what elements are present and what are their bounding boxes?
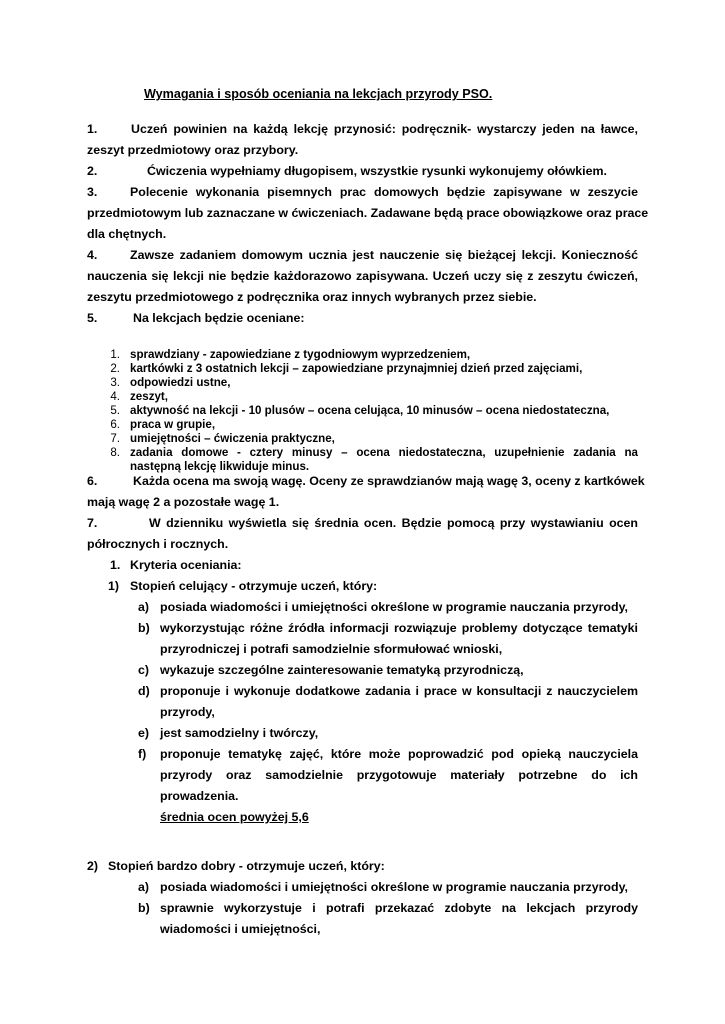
item-letter: b) (138, 901, 150, 915)
item-letter: b) (138, 621, 150, 635)
list-item: zadania domowe - cztery minusy – ocena niedostateczna, uzupełnienie zadania na (130, 446, 638, 459)
paragraph-number: 4. (87, 248, 98, 262)
paragraph-text: przedmiotowym lub zaznaczane w ćwiczeniach. Zadawane będą prace obowiązkowe oraz prace (87, 206, 649, 220)
list-item: aktywność na lekcji - 10 plusów – ocena celująca, 10 minusów – ocena niedostateczna, (130, 404, 610, 417)
list-number: 1. (110, 348, 120, 361)
section-heading: Kryteria oceniania: (130, 558, 242, 572)
criterion-text: wykazuje szczególne zainteresowanie tematyką przyrodniczą, (160, 663, 524, 677)
paragraph-text: dla chętnych. (87, 227, 167, 241)
criterion-text: przyrodniczej i potrafi samodzielnie sformułować wnioski, (160, 642, 503, 656)
criterion-text: przyrody oraz samodzielnie przygotowuje materiały potrzebne do ich (160, 768, 638, 782)
list-number: 6. (110, 418, 120, 431)
paragraph-text: zeszyt przedmiotowy oraz przybory. (87, 143, 299, 157)
paragraph-text: Na lekcjach będzie oceniane: (133, 311, 305, 325)
list-item: umiejętności – ćwiczenia praktyczne, (130, 432, 335, 445)
paragraph-number: 6. (87, 474, 98, 488)
paragraph-text: mają wagę 2 a pozostałe wagę 1. (87, 495, 280, 509)
list-number: 5. (110, 404, 120, 417)
criterion-text: wykorzystując różne źródła informacji rozwiązuje problemy dotyczące tematyki (160, 621, 638, 635)
criterion-text: jest samodzielny i twórczy, (160, 726, 319, 740)
list-item: odpowiedzi ustne, (130, 376, 231, 389)
item-letter: e) (138, 726, 150, 740)
item-letter: a) (138, 880, 150, 894)
paragraph-number: 3. (87, 185, 98, 199)
list-number: 4. (110, 390, 120, 403)
list-number: 7. (110, 432, 120, 445)
item-letter: f) (138, 747, 147, 761)
list-number: 8. (110, 446, 120, 459)
list-item: praca w grupie, (130, 418, 216, 431)
paragraph-text: Uczeń powinien na każdą lekcję przynosić: podręcznik- wystarczy jeden na ławce, (131, 122, 638, 136)
criterion-text: proponuje i wykonuje dodatkowe zadania i prace w konsultacji z nauczycielem (160, 684, 638, 698)
section-number: 1. (110, 558, 121, 572)
paragraph-text: Każda ocena ma swoją wagę. Oceny ze sprawdzianów mają wagę 3, oceny z kartkówek (133, 474, 645, 488)
item-letter: d) (138, 684, 150, 698)
criterion-text: proponuje tematykę zajęć, które może poprowadzić pod opieką nauczyciela (160, 747, 638, 761)
criterion-text: prowadzenia. (160, 789, 239, 803)
item-letter: c) (138, 663, 150, 677)
list-number: 2. (110, 362, 120, 375)
criterion-text: posiada wiadomości i umiejętności określone w programie nauczania przyrody, (160, 880, 628, 894)
list-item: sprawdziany - zapowiedziane z tygodniowym wyprzedzeniem, (130, 348, 471, 361)
paragraph-text: półrocznych i rocznych. (87, 537, 229, 551)
document-title: Wymagania i sposób oceniania na lekcjach przyrody PSO. (144, 87, 493, 101)
paragraph-text: W dzienniku wyświetla się średnia ocen. Będzie pomocą przy wystawianiu ocen (149, 516, 638, 530)
paragraph-text: Zawsze zadaniem domowym ucznia jest nauczenie się bieżącej lekcji. Konieczność (130, 248, 638, 262)
grade-heading: Stopień bardzo dobry - otrzymuje uczeń, który: (108, 859, 385, 873)
grade-number: 2) (87, 859, 99, 873)
list-number: 3. (110, 376, 120, 389)
grade-heading: Stopień celujący - otrzymuje uczeń, który: (130, 579, 378, 593)
paragraph-number: 2. (87, 164, 98, 178)
list-item: zeszyt, (130, 390, 169, 403)
paragraph-number: 1. (87, 122, 98, 136)
paragraph-text: nauczenia się lekcji nie będzie każdorazowo zapisywana. Uczeń uczy się z zeszytu ćwiczeń, (87, 269, 638, 283)
criterion-text: posiada wiadomości i umiejętności określone w programie nauczania przyrody, (160, 600, 628, 614)
paragraph-text: Ćwiczenia wypełniamy długopisem, wszystkie rysunki wykonujemy ołówkiem. (147, 164, 607, 178)
paragraph-number: 5. (87, 311, 98, 325)
grade-number: 1) (108, 579, 120, 593)
paragraph-text: Polecenie wykonania pisemnych prac domowych będzie zapisywane w zeszycie (130, 185, 638, 199)
paragraph-number: 7. (87, 516, 98, 530)
paragraph-text: zeszytu przedmiotowego z podręcznika oraz innych wybranych przez siebie. (87, 290, 537, 304)
list-item-continuation: następną lekcję likwiduje minus. (130, 460, 310, 473)
criterion-text: przyrody, (160, 705, 215, 719)
item-letter: a) (138, 600, 150, 614)
criterion-text: sprawnie wykorzystuje i potrafi przekazać zdobyte na lekcjach przyrody (160, 901, 638, 915)
criterion-text: wiadomości i umiejętności, (160, 922, 321, 936)
average-threshold: średnia ocen powyżej 5,6 (160, 810, 309, 824)
list-item: kartkówki z 3 ostatnich lekcji – zapowiedziane przynajmniej dzień przed zajęciami, (130, 362, 583, 375)
